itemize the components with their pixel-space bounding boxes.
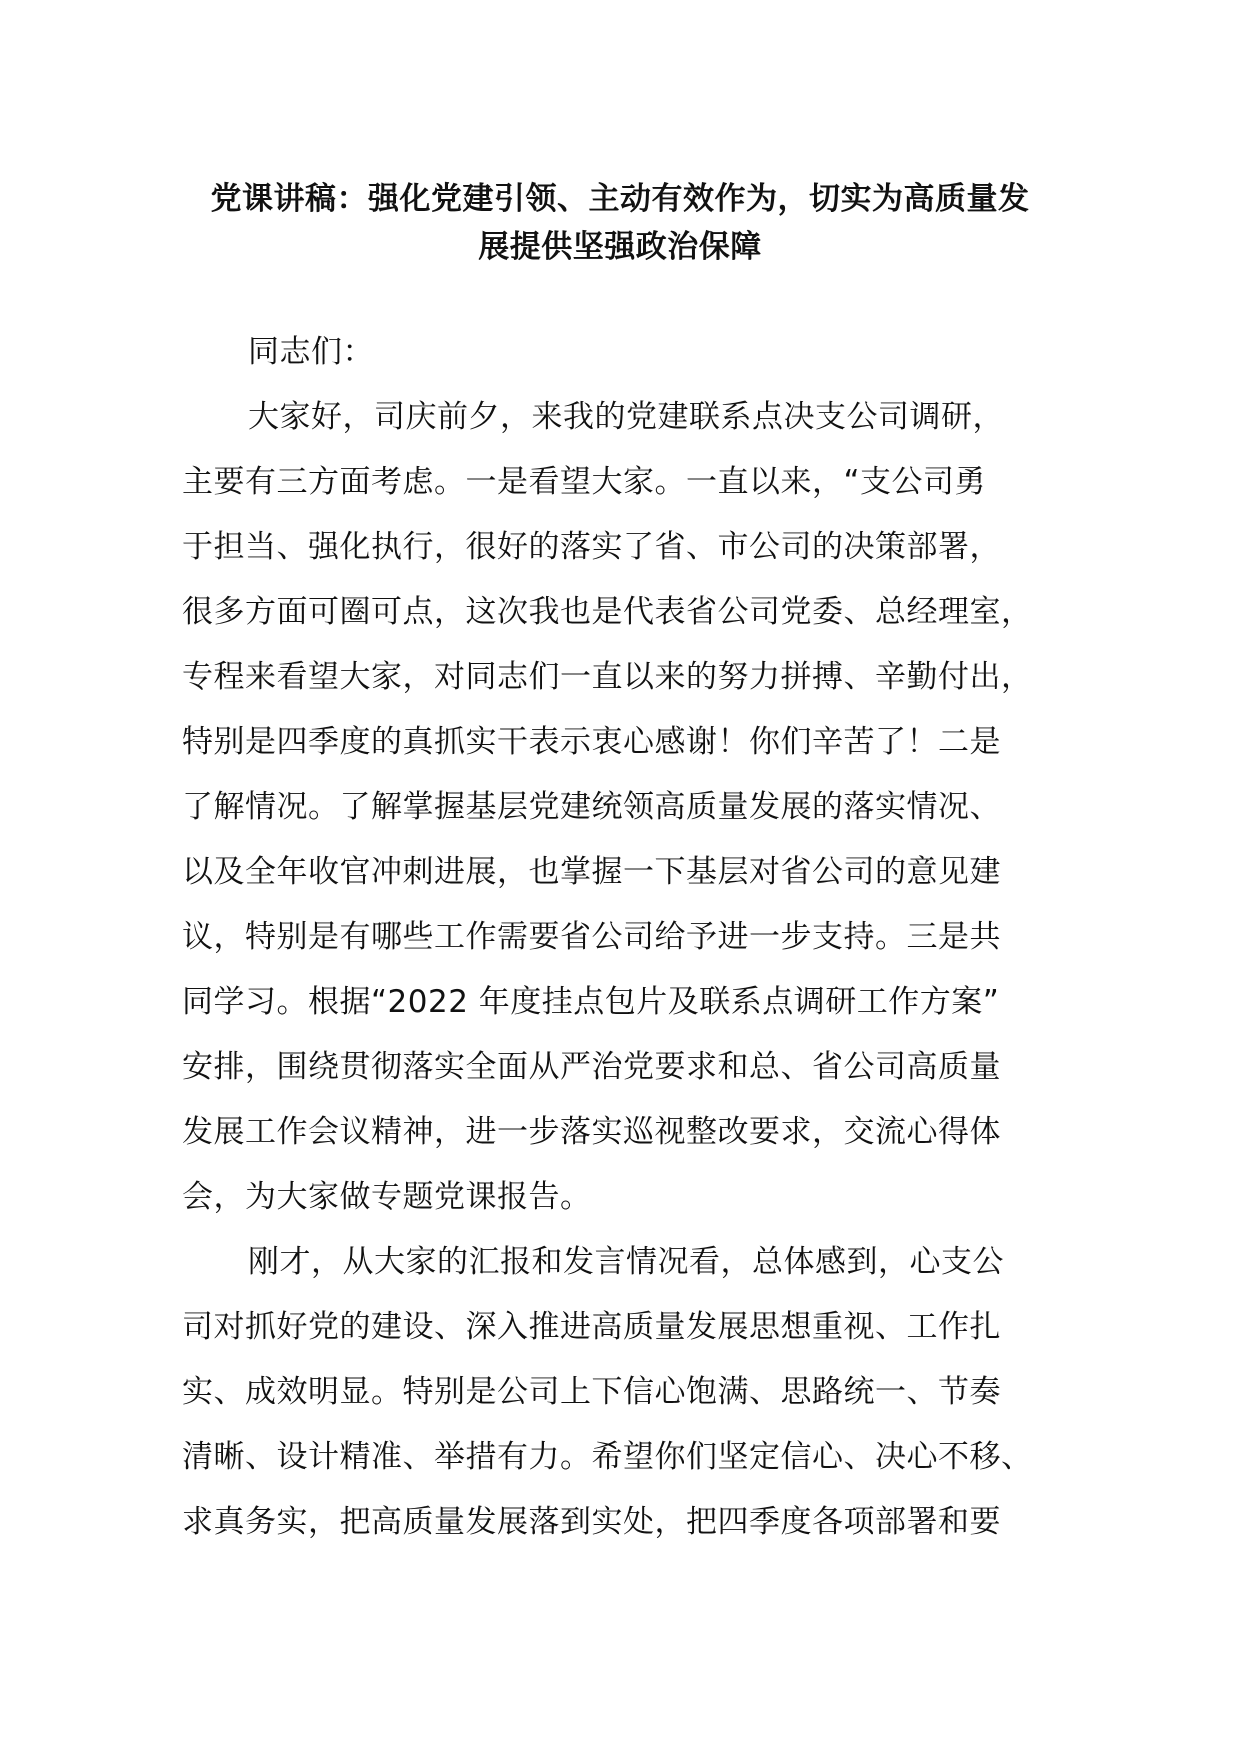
paragraph-2-line: 刚才，从大家的汇报和发言情况看，总体感到，心支公: [248, 1244, 1004, 1280]
title-line-1: 党课讲稿：强化党建引领、主动有效作为，切实为高质量发: [210, 181, 1030, 217]
paragraph-1-line: 主要有三方面考虑。一是看望大家。一直以来，“支公司勇: [182, 464, 987, 500]
paragraph-1-line: 发展工作会议精神，进一步落实巡视整改要求，交流心得体: [182, 1114, 1001, 1150]
salutation: 同志们：: [248, 334, 374, 370]
document-title: [170, 175, 1070, 271]
paragraph-1-line: 会，为大家做专题党课报告。: [182, 1179, 592, 1215]
paragraph-1-line: 安排，围绕贯彻落实全面从严治党要求和总、省公司高质量: [182, 1049, 1001, 1085]
paragraph-1-line: 同学习。根据“2022 年度挂点包片及联系点调研工作方案”: [182, 984, 1000, 1020]
title-line-2: 展提供坚强政治保障: [478, 229, 762, 265]
paragraph-1-line: 特别是四季度的真抓实干表示衷心感谢！你们辛苦了！二是: [182, 724, 1001, 760]
paragraph-1-line: 大家好，司庆前夕，来我的党建联系点决支公司调研，: [248, 399, 1004, 435]
paragraph-1-line: 以及全年收官冲刺进展，也掌握一下基层对省公司的意见建: [182, 854, 1001, 890]
paragraph-2-line: 求真务实，把高质量发展落到实处，把四季度各项部署和要: [182, 1504, 1001, 1540]
paragraph-2-line: 清晰、设计精准、举措有力。希望你们坚定信心、决心不移、: [182, 1439, 1033, 1475]
paragraph-1-line: 议，特别是有哪些工作需要省公司给予进一步支持。三是共: [182, 919, 1001, 955]
document-body: [182, 320, 1082, 1555]
paragraph-1-line: 很多方面可圈可点，这次我也是代表省公司党委、总经理室，: [182, 594, 1033, 630]
paragraph-1-line: 专程来看望大家，对同志们一直以来的努力拼搏、辛勤付出，: [182, 659, 1033, 695]
paragraph-2-line: 实、成效明显。特别是公司上下信心饱满、思路统一、节奏: [182, 1374, 1001, 1410]
paragraph-1-line: 于担当、强化执行，很好的落实了省、市公司的决策部署，: [182, 529, 1001, 565]
paragraph-1-line: 了解情况。了解掌握基层党建统领高质量发展的落实情况、: [182, 789, 1001, 825]
paragraph-2-line: 司对抓好党的建设、深入推进高质量发展思想重视、工作扎: [182, 1309, 1001, 1345]
